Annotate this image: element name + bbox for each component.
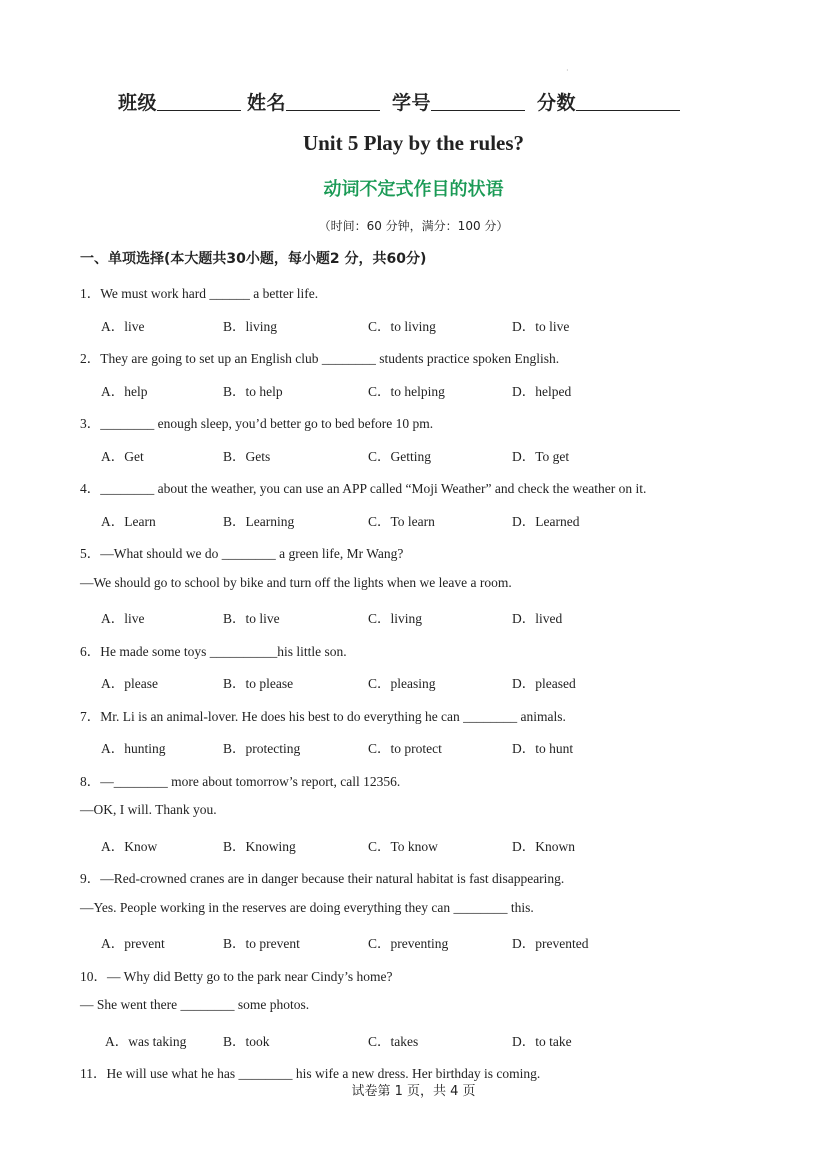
page-title: Unit 5 Play by the rules? [302, 131, 525, 155]
option-b[interactable]: B．living [223, 319, 278, 334]
option-c[interactable]: C．to helping [368, 384, 445, 399]
option-d[interactable]: D．to hunt [512, 741, 574, 756]
page-subtitle: 动词不定式作目的状语 [323, 179, 504, 200]
option-a[interactable]: A．Learn [101, 514, 156, 529]
option-a[interactable]: A．Know [101, 839, 158, 854]
time-info: （时间：60 分钟，满分：100 分） [318, 219, 509, 233]
name-blank[interactable] [286, 92, 380, 111]
question-stem-reply: —We should go to school by bike and turn off the lights when we leave a room. [80, 575, 512, 590]
option-b[interactable]: B．to help [223, 384, 283, 399]
option-a[interactable]: A．prevent [101, 936, 165, 951]
question-stem: 8．—________ more about tomorrow’s report, call 12356. [80, 774, 401, 789]
id-blank[interactable] [431, 92, 525, 111]
option-d[interactable]: D．prevented [512, 936, 589, 951]
question-stem-reply: —OK, I will. Thank you. [80, 802, 217, 817]
option-a[interactable]: A．live [101, 319, 145, 334]
student-info-line [118, 88, 686, 115]
option-c[interactable]: C．To know [368, 839, 438, 854]
option-c[interactable]: C．to protect [368, 741, 442, 756]
id-label: 学号 [392, 93, 432, 114]
option-a[interactable]: A．live [101, 611, 145, 626]
question-stem: 4．________ about the weather, you can use an APP called “Moji Weather” and check the weather on it. [80, 481, 647, 496]
class-label: 班级 [118, 93, 158, 114]
page-footer: 试卷第 1 页，共 4 页 [351, 1084, 476, 1099]
question-stem: 11．He will use what he has ________ his wife a new dress. Her birthday is coming. [80, 1066, 541, 1081]
option-d[interactable]: D．to take [512, 1034, 572, 1049]
question-stem: 7．Mr. Li is an animal-lover. He does his best to do everything he can ________ animals. [80, 709, 566, 724]
score-label: 分数 [537, 93, 577, 114]
option-d[interactable]: D．Known [512, 839, 575, 854]
question-stem: 6．He made some toys __________his little son. [80, 644, 347, 659]
question-stem: 2．They are going to set up an English club ________ students practice spoken English. [80, 351, 560, 366]
question-stem: 10．— Why did Betty go to the park near Cindy’s home? [80, 969, 393, 984]
option-c[interactable]: C．Getting [368, 449, 431, 464]
option-d[interactable]: D．helped [512, 384, 572, 399]
question-stem: 1．We must work hard ______ a better life. [80, 286, 319, 301]
scan-dot: · [566, 66, 569, 75]
option-b[interactable]: B．Learning [223, 514, 295, 529]
option-a[interactable]: A．please [101, 676, 158, 691]
option-d[interactable]: D．to live [512, 319, 570, 334]
option-a[interactable]: A．Get [101, 449, 144, 464]
question-stem-reply: — She went there ________ some photos. [80, 997, 310, 1012]
question-stem-reply: —Yes. People working in the reserves are doing everything they can ________ this. [80, 900, 534, 915]
option-a[interactable]: A．help [101, 384, 148, 399]
option-d[interactable]: D．Learned [512, 514, 580, 529]
option-d[interactable]: D．lived [512, 611, 563, 626]
option-c[interactable]: C．takes [368, 1034, 419, 1049]
question-stem: 9．—Red-crowned cranes are in danger because their natural habitat is fast disappearing. [80, 871, 565, 886]
question-stem: 5．—What should we do ________ a green life, Mr Wang? [80, 546, 404, 561]
question-stem: 3．________ enough sleep, you’d better go to bed before 10 pm. [80, 416, 434, 431]
option-b[interactable]: B．to prevent [223, 936, 300, 951]
option-c[interactable]: C．preventing [368, 936, 449, 951]
option-b[interactable]: B．to please [223, 676, 294, 691]
option-d[interactable]: D．To get [512, 449, 570, 464]
option-c[interactable]: C．pleasing [368, 676, 436, 691]
score-blank[interactable] [576, 92, 680, 111]
name-label: 姓名 [247, 93, 287, 114]
option-b[interactable]: B．to live [223, 611, 280, 626]
option-a[interactable]: A．was taking [105, 1034, 187, 1049]
option-c[interactable]: C．To learn [368, 514, 435, 529]
option-b[interactable]: B．took [223, 1034, 270, 1049]
option-c[interactable]: C．living [368, 611, 423, 626]
option-d[interactable]: D．pleased [512, 676, 576, 691]
class-blank[interactable] [157, 92, 241, 111]
option-b[interactable]: B．protecting [223, 741, 301, 756]
option-c[interactable]: C．to living [368, 319, 436, 334]
option-a[interactable]: A．hunting [101, 741, 166, 756]
option-b[interactable]: B．Gets [223, 449, 271, 464]
section-title: 一、单项选择(本大题共30小题，每小题2 分，共60分) [80, 251, 427, 267]
option-b[interactable]: B．Knowing [223, 839, 296, 854]
